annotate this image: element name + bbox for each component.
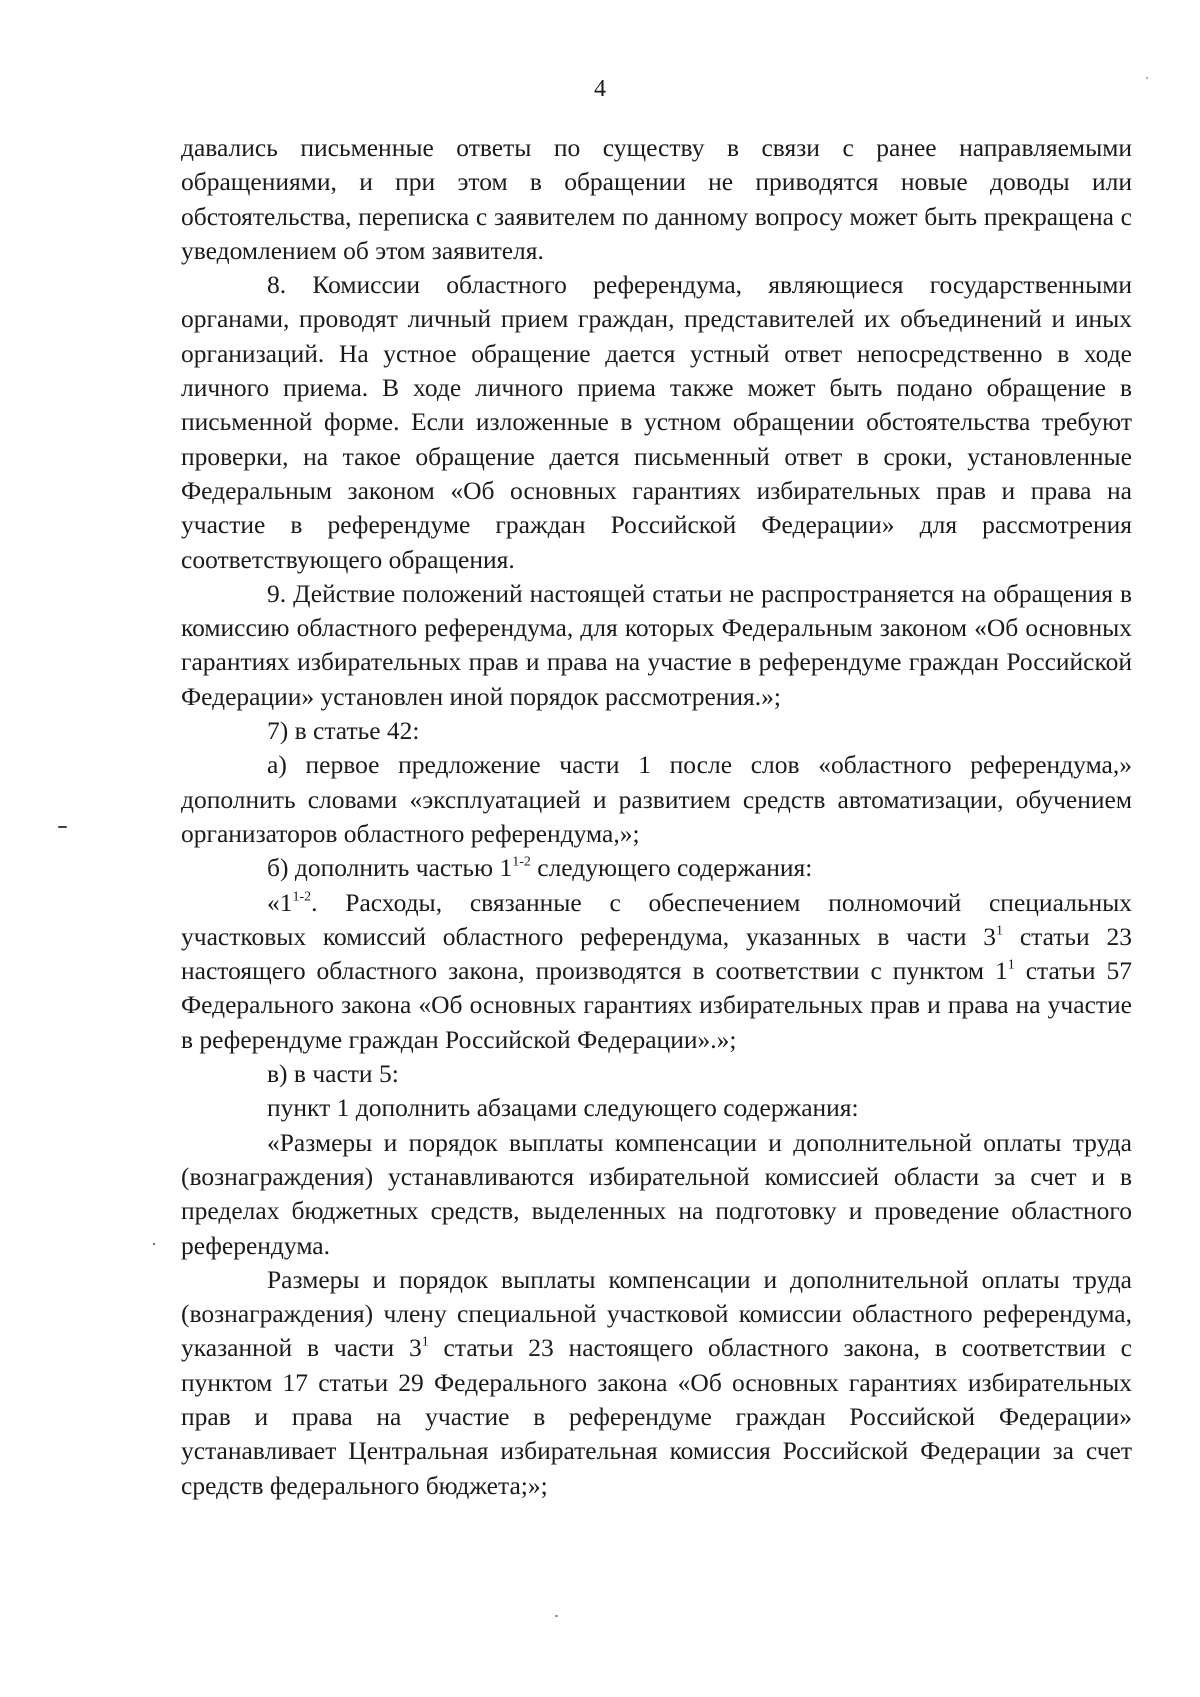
text-fragment: «1 [267, 887, 293, 917]
paragraph-subitem-a: а) первое предложение части 1 после слов «областного референдума,» дополнить словами «эксплуатацией и развитием средств автоматизации, обучением организаторов областного референдума,»; [181, 750, 1132, 848]
document-body [181, 131, 1132, 1503]
text-fragment: статьи 23 настоящего областного закона, в соответствии с пунктом 17 статьи 29 Федерального закона «Об основных гарантиях избирательных прав и права на участие в референдуме граждан Российской Федерации» устанавливает Центральная избирательная комиссия Российской Федерации за счет средств федерального бюджета;»; [181, 1333, 1132, 1500]
paragraph-article-42: 7) в статье 42: [267, 716, 420, 746]
superscript: 1 [1007, 957, 1015, 973]
scan-speck [58, 826, 67, 828]
paragraph-quote-2 [181, 1263, 1132, 1503]
superscript: 1 [421, 1334, 429, 1350]
superscript: 1-2 [512, 854, 531, 870]
text-fragment: статьи 23 настоящего областного закона, производятся в соответствии с пунктом 1 [181, 921, 1132, 986]
scan-speck [555, 1615, 558, 1617]
superscript: 1-2 [292, 889, 312, 905]
text-fragment: . Расходы, связанные с обеспечением полномочий специальных участковых комиссий областного референдума, указанных в части 3 [181, 887, 1132, 951]
scan-speck [1146, 77, 1148, 79]
paragraph-subitem-v: в) в части 5: [267, 1059, 399, 1089]
text-fragment: б) дополнить частью 1 [267, 853, 513, 883]
superscript: 1 [996, 923, 1004, 939]
paragraph-quote-1: «Размеры и порядок выплаты компенсации и дополнительной оплаты труда (вознаграждения) устанавливаются избирательной комиссией области за счет и в пределах бюджетных средств, выделенных на подготовку и проведение областного референдума. [181, 1127, 1132, 1260]
paragraph-subitem-b [181, 851, 1132, 885]
paragraph-part-1-2 [181, 886, 1132, 1057]
paragraph-point-1: пункт 1 дополнить абзацами следующего содержания: [267, 1093, 859, 1123]
paragraph-item-9: 9. Действие положений настоящей статьи не распространяется на обращения в комиссию областного референдума, для которых Федеральным законом «Об основных гарантиях избирательных прав и права на участие в референдуме граждан Российской Федерации» установлен иной порядок рассмотрения.»; [181, 578, 1132, 711]
text-fragment: следующего содержания: [530, 853, 813, 883]
paragraph-item-8: 8. Комиссии областного референдума, являющиеся государственными органами, проводят личный прием граждан, представителей их объединений и иных организаций. На устное обращение дается устный ответ непосредственно в ходе личного приема. В ходе личного приема также может быть подано обращение в письменной форме. Если изложенные в устном обращении обстоятельства требуют проверки, на такое обращение дается письменный ответ в сроки, установленные Федеральным законом «Об основных гарантиях избирательных прав и права на участие в референдуме граждан Российской Федерации» для рассмотрения соответствующего обращения. [181, 270, 1132, 574]
scan-speck [153, 1243, 155, 1245]
text-fragment: статьи 57 Федерального закона «Об основных гарантиях избирательных прав и права на участие в референдуме граждан Российской Федерации».»; [181, 956, 1133, 1054]
text-fragment: Размеры и порядок выплаты компенсации и дополнительной оплаты труда (вознаграждения) члену специальной участковой комиссии областного референдума, указанной в части 3 [181, 1264, 1132, 1363]
page-number: 4 [594, 76, 606, 102]
paragraph-continuation: давались письменные ответы по существу в связи с ранее направляемыми обращениями, и при этом в обращении не приводятся новые доводы или обстоятельства, переписка с заявителем по данному вопросу может быть прекращена с уведомлением об этом заявителя. [181, 133, 1132, 265]
